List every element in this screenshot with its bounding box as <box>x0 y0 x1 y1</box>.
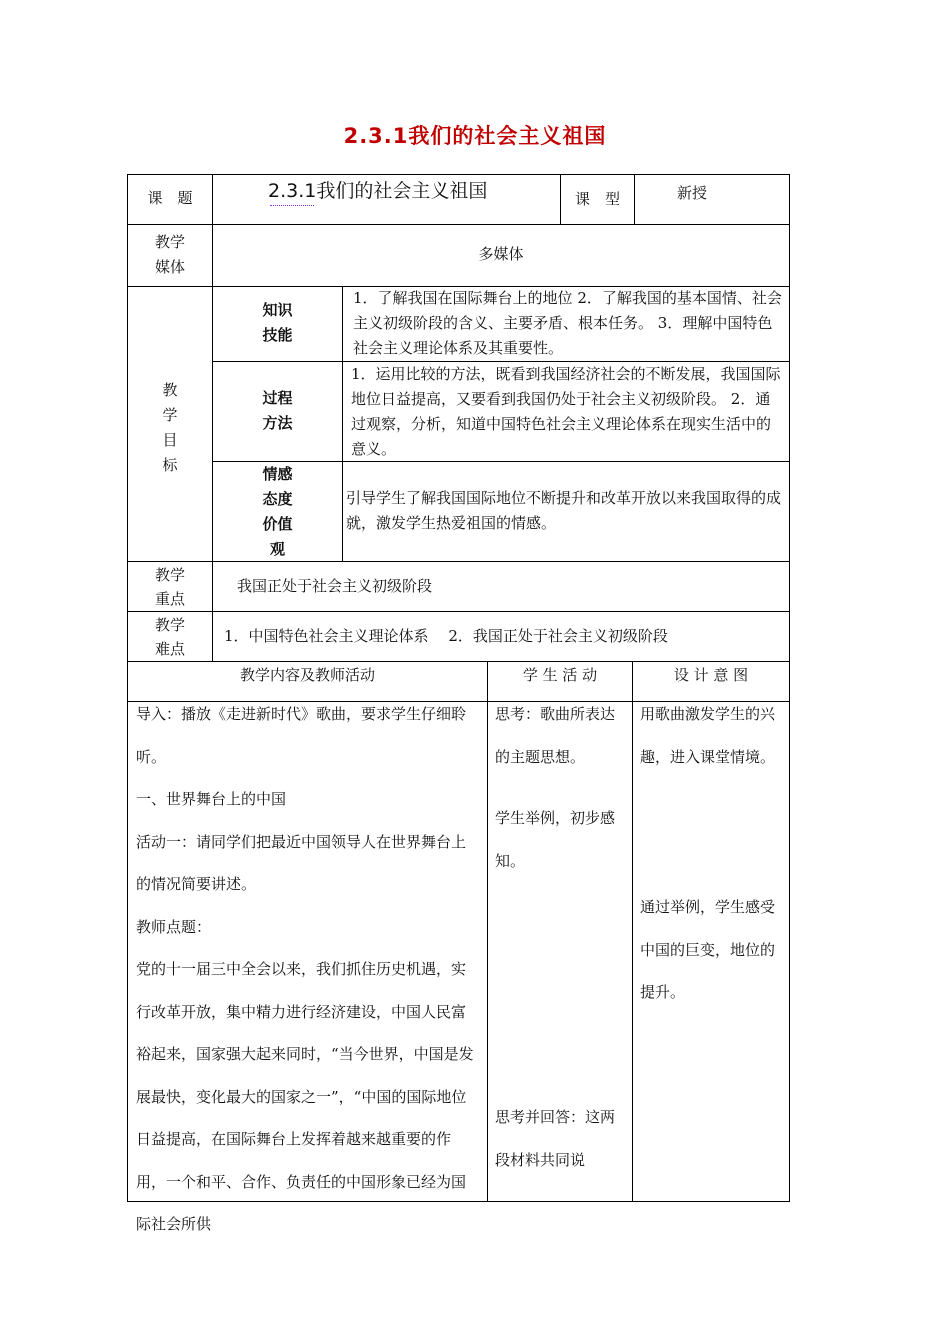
media-label-1: 教学 <box>154 233 185 251</box>
student-activity-2: 学生举例，初步感知。 <box>495 809 616 870</box>
lesson-label: 课 题 <box>147 189 193 207</box>
goals-label-4: 标 <box>162 456 178 474</box>
knowledge-label-1: 知识 <box>262 301 293 319</box>
difficulty-label-1: 教学 <box>154 616 185 634</box>
process-label-2: 方法 <box>262 414 293 432</box>
column-header-intent: 设 计 意 图 <box>673 666 749 684</box>
column-header-content: 教学内容及教师活动 <box>239 666 375 684</box>
design-intent-1: 用歌曲激发学生的兴趣，进入课堂情境。 <box>640 705 776 766</box>
difficulty-label-2: 难点 <box>154 640 185 658</box>
student-activity-1: 思考：歌曲所表达的主题思想。 <box>495 705 616 766</box>
goals-label-3: 目 <box>162 431 178 449</box>
design-intent-2: 通过举例，学生感受中国的巨变，地位的提升。 <box>640 898 776 1001</box>
lesson-title: 2.3.1我们的社会主义祖国 <box>268 180 488 202</box>
emotion-text: 引导学生了解我国国际地位不断提升和改革开放以来我国取得的成就，激发学生热爱祖国的情感。 <box>346 489 782 532</box>
column-header-student: 学 生 活 动 <box>522 666 598 684</box>
page-title: 2.3.1我们的社会主义祖国 <box>343 124 607 148</box>
lesson-type-value: 新授 <box>676 184 707 202</box>
spellcheck-underline <box>270 205 314 206</box>
process-text: 1．运用比较的方法，既看到我国经济社会的不断发展，我国国际地位日益提高，又要看到我国仍处于社会主义初级阶段。 2．通过观察，分析，知道中国特色社会主义理论体系在现实生活中的意义。 <box>351 365 781 458</box>
media-value: 多媒体 <box>478 245 524 263</box>
emotion-label-2: 态度 <box>262 490 293 508</box>
emotion-label-3: 价值 <box>262 515 293 533</box>
knowledge-label-2: 技能 <box>262 326 293 344</box>
key-label-2: 重点 <box>154 590 185 608</box>
difficulty-value: 1．中国特色社会主义理论体系 2．我国正处于社会主义初级阶段 <box>224 627 668 645</box>
knowledge-text: 1．了解我国在国际舞台上的地位 2．了解我国的基本国情、社会主义初级阶段的含义、主要矛盾、根本任务。 3．理解中国特色社会主义理论体系及其重要性。 <box>353 289 782 357</box>
goals-label-2: 学 <box>162 406 178 424</box>
emotion-label-1: 情感 <box>262 465 293 483</box>
teaching-content: 导入：播放《走进新时代》歌曲，要求学生仔细聆听。 一、世界舞台上的中国 活动一：请同学们把最近中国领导人在世界舞台上的情况简要讲述。 教师点题： 党的十一届三中全会以来，我们抓住历史机遇，实行改革开放，集中精力进行经济建设，中国人民富裕起来，国家强大起来同时，“当今世界，中国是发展最快，变化最大的国家之一”，“中国的国际地位日益提高，在国际舞台上发挥着越来越重要的作用，一个和平、合作、负责任的中国形象已经为国际社会所供 <box>136 705 474 1233</box>
media-label-2: 媒体 <box>154 258 185 276</box>
goals-label-1: 教 <box>162 381 178 399</box>
key-value: 我国正处于社会主义初级阶段 <box>237 577 433 595</box>
student-activity-3: 思考并回答：这两段材料共同说 <box>495 1108 616 1169</box>
lesson-type-label: 课 型 <box>574 190 620 208</box>
key-label-1: 教学 <box>154 566 185 584</box>
process-label-1: 过程 <box>262 389 293 407</box>
emotion-label-4: 观 <box>269 540 285 558</box>
